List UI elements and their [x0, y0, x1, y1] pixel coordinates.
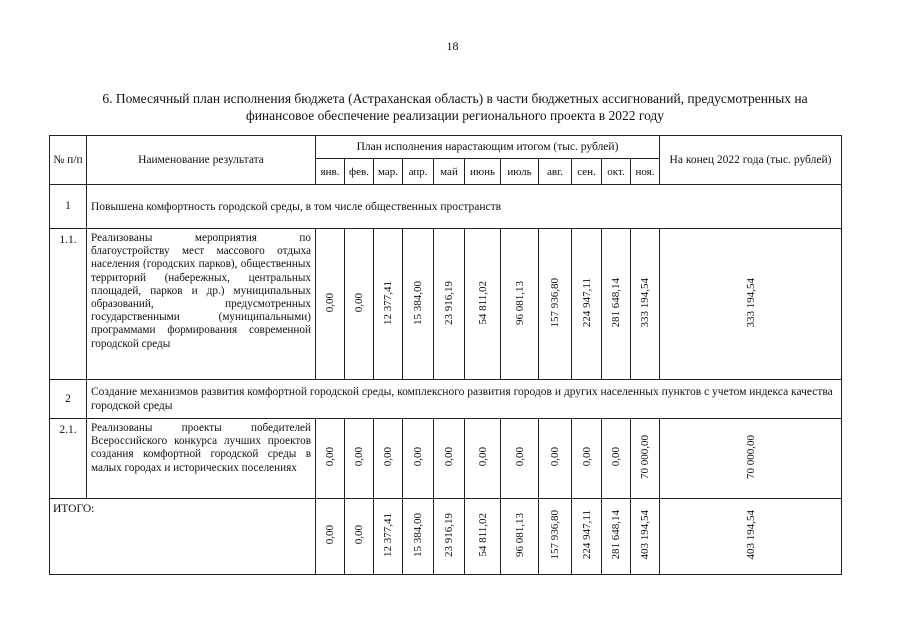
month-header: сен. — [572, 159, 602, 185]
month-header: ноя. — [631, 159, 660, 185]
result-num: 2.1. — [50, 419, 87, 499]
month-header: июнь — [465, 159, 501, 185]
month-value: 0,00 — [412, 447, 424, 467]
month-value: 333 194,54 — [639, 277, 651, 328]
section-row — [50, 380, 842, 419]
title-line-2: финансовое обеспечение реализации регионального проекта в 2022 году — [245, 108, 665, 123]
result-row — [50, 229, 842, 380]
section-text: Создание механизмов развития комфортной городской среды, комплексного развития городов и других населенных пунктов с учетом индекса качества городской среды — [87, 380, 842, 419]
month-value: 0,00 — [382, 447, 394, 467]
header-name: Наименование результата — [87, 136, 316, 185]
section-row — [50, 185, 842, 229]
total-value: 157 936,80 — [549, 510, 561, 560]
section-num: 2 — [50, 380, 87, 419]
month-header: фев. — [345, 159, 374, 185]
section-num: 1 — [50, 185, 87, 229]
header-row-1 — [50, 136, 842, 159]
total-value: 224 947,11 — [580, 510, 593, 560]
month-value: 96 081,13 — [513, 280, 526, 325]
total-value: 12 377,41 — [382, 513, 394, 557]
month-value: 54 811,02 — [476, 280, 489, 325]
header-end: На конец 2022 года (тыс. рублей) — [660, 136, 842, 185]
result-num: 1.1. — [50, 229, 87, 380]
total-value: 15 384,00 — [412, 513, 424, 557]
month-header: окт. — [602, 159, 631, 185]
month-value: 224 947,11 — [580, 277, 593, 328]
month-header: янв. — [316, 159, 345, 185]
title-line-1: 6. Помесячный план исполнения бюджета (Астраханская область) в части бюджетных ассигнований, предусмотренных на — [102, 91, 808, 106]
month-value: 70 000,00 — [639, 435, 651, 479]
month-value: 157 936,80 — [549, 277, 561, 328]
total-value: 403 194,54 — [639, 510, 651, 560]
month-value: 15 384,00 — [412, 280, 424, 325]
month-value: 0,00 — [549, 447, 561, 467]
result-row — [50, 419, 842, 499]
month-value: 0,00 — [513, 447, 526, 467]
total-value: 54 811,02 — [476, 513, 489, 557]
result-text: Реализованы мероприятия по благоустройству мест массового отдыха населения (городских парков), общественных территорий (набережных, центральных площадей, парков и др.) муниципальных образований, предусмотренных государственными (муниципальными) программами формирования современной городской среды — [87, 229, 316, 380]
month-header: май — [434, 159, 465, 185]
total-label: ИТОГО: — [50, 499, 316, 575]
month-value: 0,00 — [476, 447, 489, 467]
month-value: 0,00 — [353, 292, 365, 313]
page-number: 18 — [446, 39, 459, 53]
month-value: 0,00 — [610, 447, 622, 467]
month-value: 0,00 — [443, 447, 455, 467]
month-value: 12 377,41 — [382, 280, 394, 325]
month-value: 0,00 — [324, 292, 336, 313]
budget-table — [49, 135, 842, 575]
month-value: 281 648,14 — [610, 277, 622, 328]
result-text: Реализованы проекты победителей Всероссийского конкурса лучших проектов создания комфортной городской среды в малых городах и исторических поселениях — [87, 419, 316, 499]
header-num: № п/п — [50, 136, 87, 185]
total-end-value: 403 194,54 — [744, 510, 757, 560]
total-value: 281 648,14 — [610, 510, 622, 560]
total-value: 23 916,19 — [443, 513, 455, 557]
end-value: 333 194,54 — [744, 277, 757, 328]
month-header: июль — [501, 159, 539, 185]
month-value: 0,00 — [353, 447, 365, 467]
total-value: 0,00 — [353, 525, 365, 545]
document-title — [40, 90, 870, 124]
month-header: авг. — [539, 159, 572, 185]
total-value: 96 081,13 — [513, 513, 526, 557]
section-text: Повышена комфортность городской среды, в том числе общественных пространств — [87, 185, 842, 229]
month-value: 0,00 — [580, 447, 593, 467]
header-plan: План исполнения нарастающим итогом (тыс. рублей) — [316, 136, 660, 159]
total-value: 0,00 — [324, 525, 336, 545]
month-value: 0,00 — [324, 447, 336, 467]
month-value: 23 916,19 — [443, 280, 455, 325]
month-header: мар. — [374, 159, 403, 185]
month-header: апр. — [403, 159, 434, 185]
total-row — [50, 499, 842, 575]
end-value: 70 000,00 — [744, 435, 757, 479]
